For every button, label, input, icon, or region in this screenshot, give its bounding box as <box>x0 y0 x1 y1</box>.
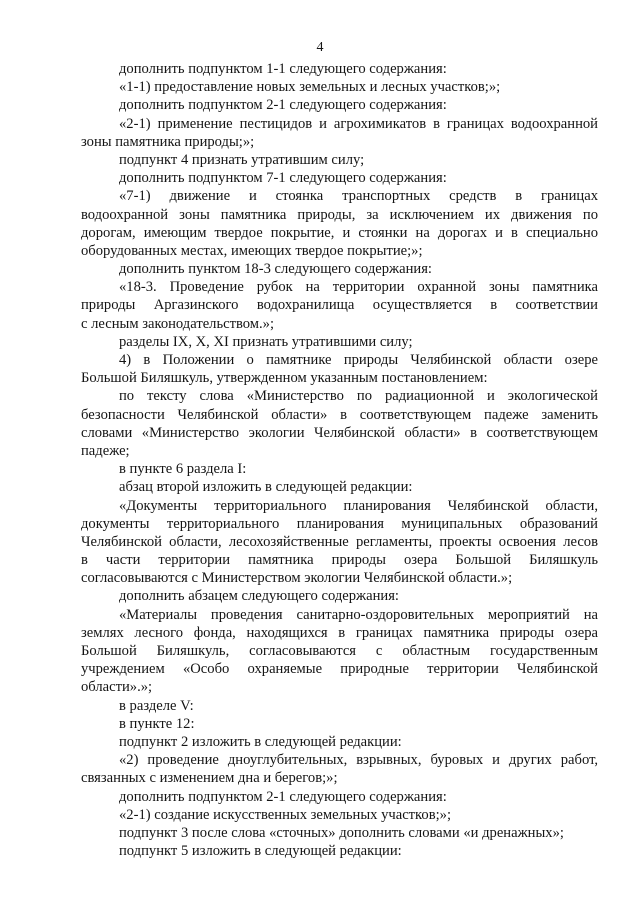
text-line: в разделе V: <box>119 697 194 714</box>
text-line: разделы IX, X, XI признать утратившими силу; <box>119 333 413 350</box>
text-line: землях лесного фонда, находящихся в границах памятника природы озера <box>81 624 598 641</box>
text-line: в части территории памятника природы озера Большой Биляшкуль <box>81 552 598 569</box>
text-line: зоны памятника природы;»; <box>81 133 255 150</box>
text-line: «7-1) движение и стоянка транспортных средств в границах <box>119 188 598 205</box>
text-line: дополнить подпунктом 2-1 следующего содержания: <box>119 788 447 805</box>
text-line: «Документы территориального планирования Челябинской области, <box>119 497 598 514</box>
text-line: подпункт 3 после слова «сточных» дополнить словами «и дренажных»; <box>119 824 564 841</box>
text-line: безопасности Челябинской области» в соответствующем падеже заменить <box>81 406 598 423</box>
text-line: области».»; <box>81 679 153 696</box>
text-line: согласовываются с Министерством экологии Челябинской области.»; <box>81 570 513 587</box>
text-line: дополнить подпунктом 1-1 следующего содержания: <box>119 61 447 77</box>
text-line: подпункт 5 изложить в следующей редакции: <box>119 843 402 860</box>
text-line: Большой Биляшкуль, утвержденном указанным постановлением: <box>81 370 488 387</box>
text-line: подпункт 4 признать утратившим силу; <box>119 151 365 168</box>
document-body <box>81 60 598 860</box>
text-line: дорогам, имеющим твердое покрытие, и стоянки на дорогах и в специально <box>81 224 598 241</box>
text-line: связанных с изменением дна и берегов;»; <box>81 770 338 787</box>
text-line: документы территориального планирования муниципальных образований <box>81 515 598 532</box>
text-line: Большой Биляшкуль, согласовываются с областным государственным <box>81 643 598 659</box>
text-line: водоохранной зоны памятника природы, за исключением их движения по <box>81 206 598 223</box>
text-line: природы Аргазинского водохранилища осуществляется в соответствии <box>81 297 598 314</box>
text-line: дополнить пунктом 18-3 следующего содержания: <box>119 261 432 278</box>
text-line: Челябинской области, лесохозяйственные регламенты, проекты освоения лесов <box>81 533 598 550</box>
text-line: «1-1) предоставление новых земельных и лесных участков;»; <box>119 79 501 96</box>
text-line: дополнить абзацем следующего содержания: <box>119 588 399 605</box>
text-line: абзац второй изложить в следующей редакции: <box>119 479 413 496</box>
text-line: в пункте 12: <box>119 715 195 732</box>
text-line: «2) проведение дноуглубительных, взрывных, буровых и других работ, <box>119 752 598 769</box>
text-line: в пункте 6 раздела I: <box>119 461 247 478</box>
text-line: подпункт 2 изложить в следующей редакции: <box>119 733 402 750</box>
text-line: «2-1) создание искусственных земельных участков;»; <box>119 806 452 823</box>
text-line: 4) в Положении о памятнике природы Челябинской области озере <box>119 352 598 368</box>
text-line: оборудованных местах, имеющих твердое покрытие;»; <box>81 242 423 259</box>
text-line: с лесным законодательством.»; <box>81 315 275 332</box>
text-line: дополнить подпунктом 2-1 следующего содержания: <box>119 97 447 114</box>
text-line: «18-3. Проведение рубок на территории охранной зоны памятника <box>119 279 598 296</box>
text-line: «2-1) применение пестицидов и агрохимикатов в границах водоохранной <box>119 115 598 132</box>
text-line: падеже; <box>81 442 130 459</box>
text-line: дополнить подпунктом 7-1 следующего содержания: <box>119 170 447 187</box>
text-line: словами «Министерство экологии Челябинской области» в соответствующем <box>81 424 598 441</box>
text-line: «Материалы проведения санитарно-оздоровительных мероприятий на <box>119 606 598 623</box>
page-number: 4 <box>316 40 324 55</box>
text-line: учреждением «Особо охраняемые природные территории Челябинской <box>81 661 598 678</box>
text-line: по тексту слова «Министерство по радиационной и экологической <box>119 388 598 405</box>
